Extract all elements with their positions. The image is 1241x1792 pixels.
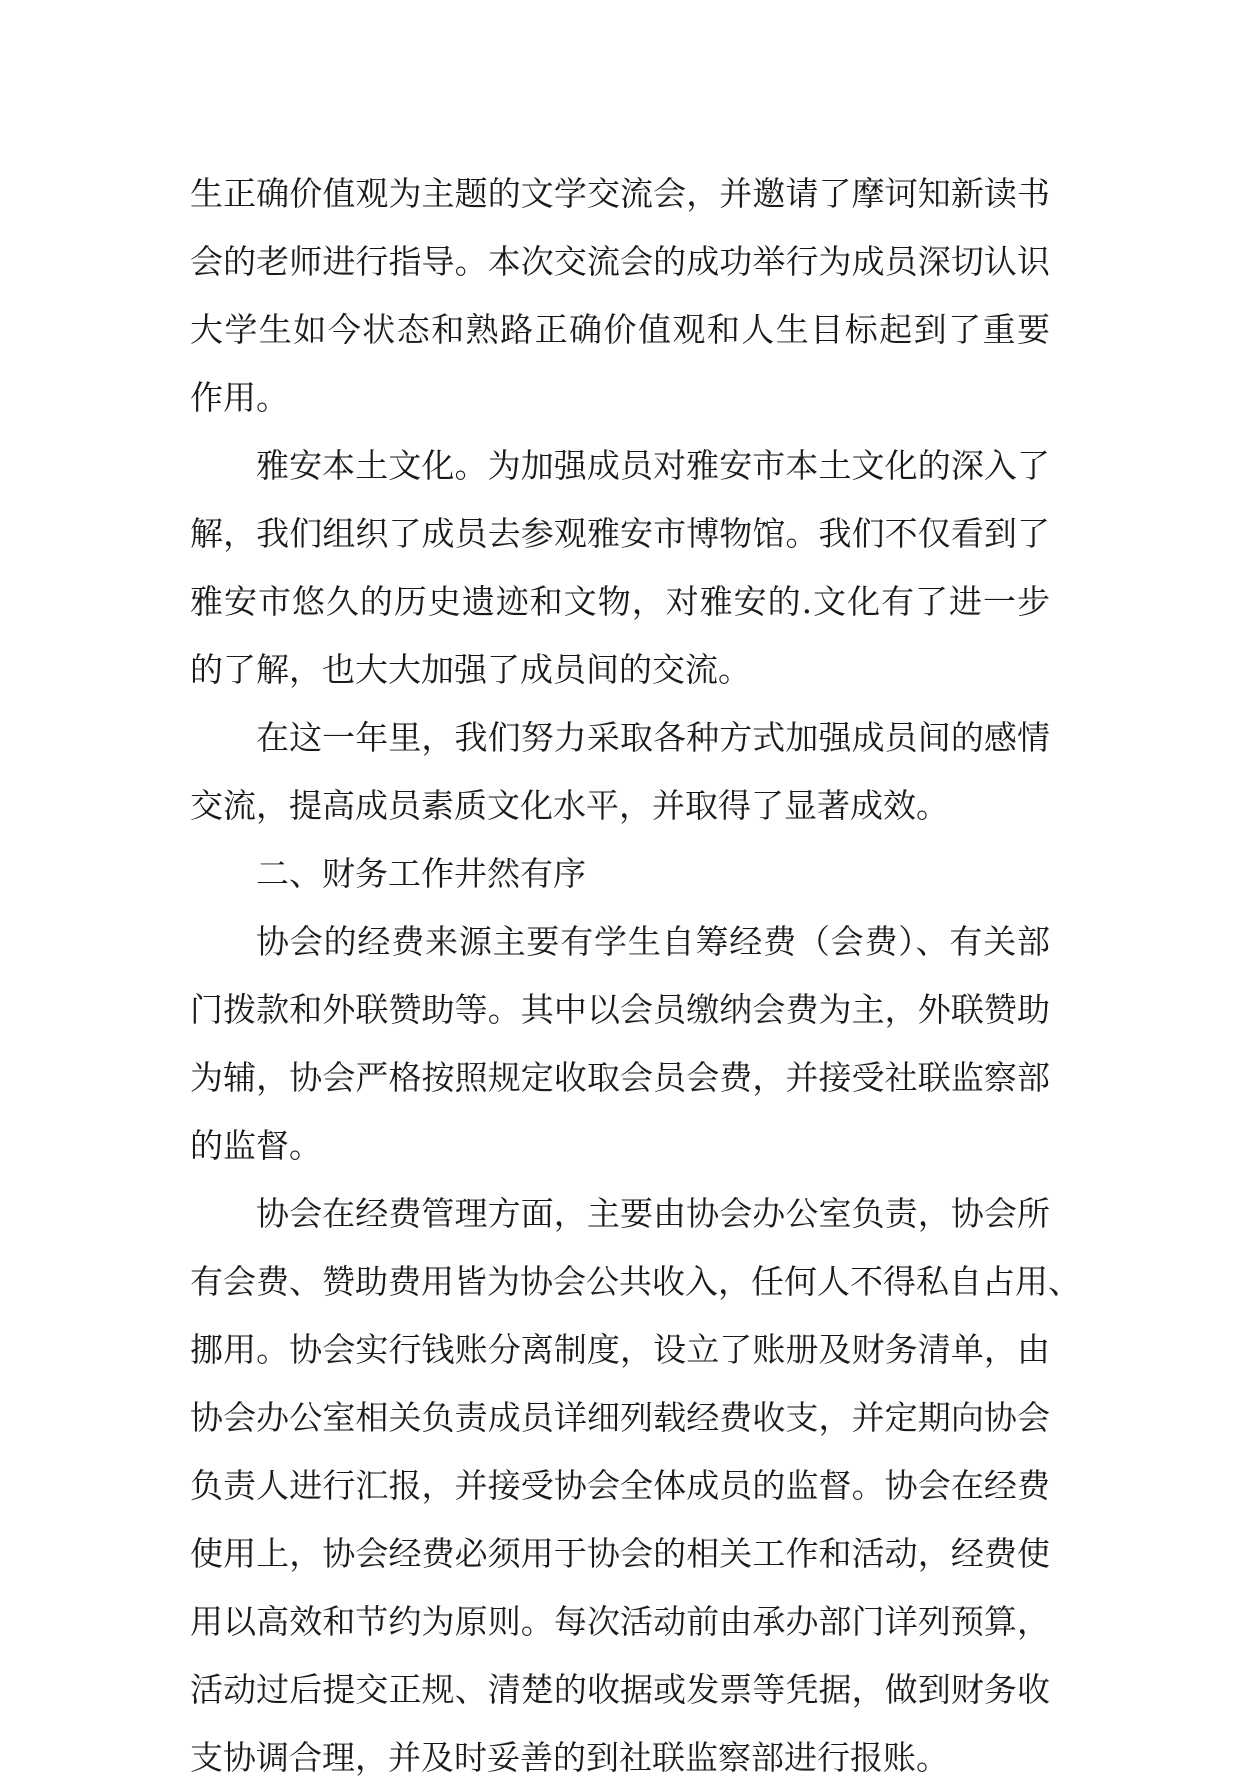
text-line: 用以高效和节约为原则。每次活动前由承办部门详列预算，: [190, 1602, 1050, 1641]
document-body: [190, 160, 1081, 1792]
text-line: 二、财务工作井然有序: [256, 854, 586, 893]
text-line: 雅安市悠久的历史遗迹和文物，对雅安的.文化有了进一步: [190, 582, 1050, 621]
text-line: 的监督。: [190, 1126, 322, 1165]
text-line: 在这一年里，我们努力采取各种方式加强成员间的感情: [256, 718, 1050, 757]
text-line: 交流，提高成员素质文化水平，并取得了显著成效。: [190, 786, 949, 825]
text-line: 解，我们组织了成员去参观雅安市博物馆。我们不仅看到了: [190, 514, 1050, 553]
text-line: 支协调合理，并及时妥善的到社联监察部进行报账。: [190, 1738, 949, 1777]
text-line: 挪用。协会实行钱账分离制度，设立了账册及财务清单，由: [190, 1330, 1050, 1369]
text-line: 协会办公室相关负责成员详细列载经费收支，并定期向协会: [190, 1398, 1050, 1437]
text-line: 会的老师进行指导。本次交流会的成功举行为成员深切认识: [190, 242, 1050, 281]
text-line: 生正确价值观为主题的文学交流会，并邀请了摩诃知新读书: [190, 174, 1050, 213]
text-line: 协会的经费来源主要有学生自筹经费（会费）、有关部: [256, 922, 1050, 961]
text-line: 使用上，协会经费必须用于协会的相关工作和活动，经费使: [190, 1534, 1050, 1573]
text-line: 雅安本土文化。为加强成员对雅安市本土文化的深入了: [256, 446, 1050, 485]
text-line: 大学生如今状态和熟路正确价值观和人生目标起到了重要: [190, 310, 1050, 349]
text-line: 的了解，也大大加强了成员间的交流。: [190, 650, 751, 689]
text-line: 协会在经费管理方面，主要由协会办公室负责，协会所: [256, 1194, 1050, 1233]
text-line: 有会费、赞助费用皆为协会公共收入，任何人不得私自占用、: [190, 1262, 1081, 1301]
text-line: 为辅，协会严格按照规定收取会员会费，并接受社联监察部: [190, 1058, 1050, 1097]
text-line: 作用。: [190, 378, 289, 417]
text-line: 门拨款和外联赞助等。其中以会员缴纳会费为主，外联赞助: [190, 990, 1050, 1029]
text-line: 活动过后提交正规、清楚的收据或发票等凭据，做到财务收: [190, 1670, 1050, 1709]
text-line: 负责人进行汇报，并接受协会全体成员的监督。协会在经费: [190, 1466, 1050, 1505]
